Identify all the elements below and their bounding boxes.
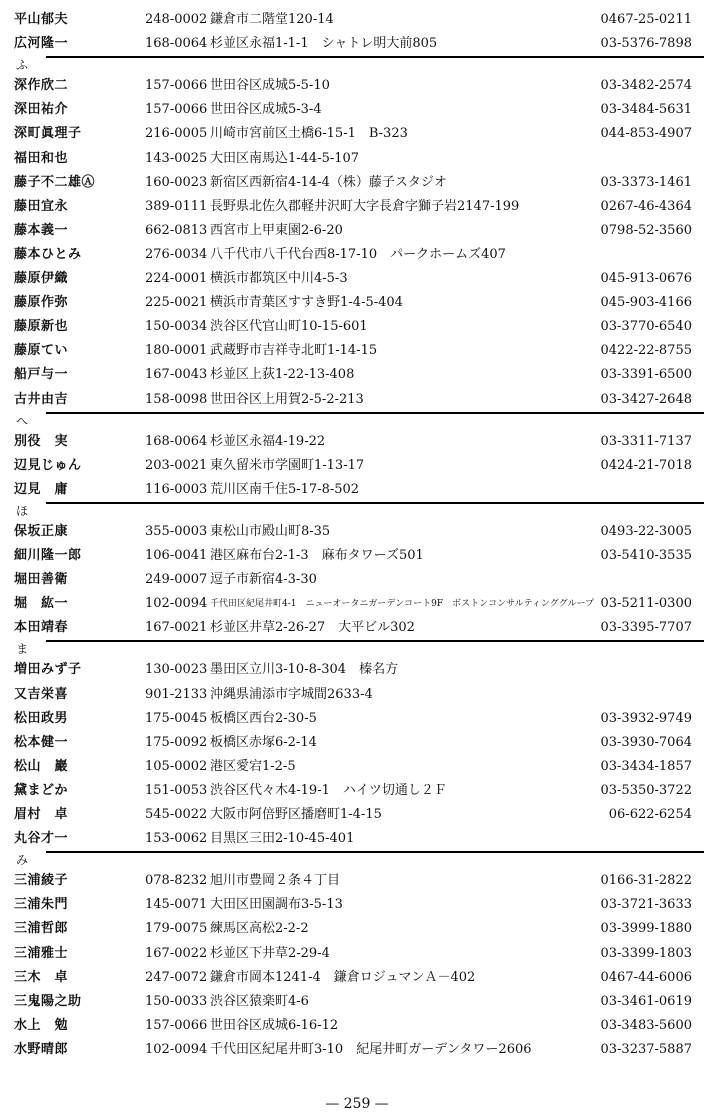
entry-postal-code: 105-0002 [145, 758, 208, 774]
entry-phone: 0267-46-4364 [600, 198, 692, 214]
entry-name: 辺見 庸 [14, 481, 69, 497]
entry-name: 藤本義一 [14, 222, 69, 238]
entry-address: 新宿区西新宿4-14-4（株）藤子スタジオ [210, 174, 447, 190]
directory-entry [0, 267, 714, 291]
entry-postal-code: 224-0001 [145, 271, 208, 286]
directory-entry [0, 755, 714, 779]
directory-entry [0, 803, 714, 827]
entry-name: 藤原てい [14, 343, 69, 359]
entry-phone: 03-3461-0619 [600, 993, 692, 1009]
directory-entry [0, 779, 714, 803]
section-label: へ [16, 413, 29, 428]
entry-name: 別役 実 [14, 433, 69, 449]
entry-name: 藤子不二雄Ⓐ [14, 174, 96, 190]
entry-phone: 045-903-4166 [600, 295, 692, 311]
entry-address: 渋谷区代官山町10-15-601 [210, 319, 368, 335]
entry-phone: 03-3483-5600 [600, 1017, 692, 1033]
entry-postal-code: 158-0098 [145, 391, 208, 407]
entry-name: 細川隆一郎 [14, 548, 82, 563]
entry-name: 黛まどか [14, 782, 69, 798]
directory-entry [0, 544, 714, 568]
entry-address: 鎌倉市岡本1241-4 鎌倉ロジュマンＡ－402 [210, 969, 476, 985]
entry-postal-code: 160-0023 [145, 174, 208, 190]
entry-address: 沖縄県浦添市字城間2633-4 [210, 686, 373, 702]
entry-address: 大田区田園調布3-5-13 [210, 897, 343, 913]
entry-postal-code: 106-0041 [145, 548, 208, 563]
entry-name: 又吉栄喜 [14, 686, 69, 702]
section-header [14, 56, 704, 74]
entry-postal-code: 167-0022 [145, 945, 208, 961]
directory-entry [0, 1038, 714, 1062]
entry-postal-code: 175-0092 [145, 734, 208, 750]
entry-address: 長野県北佐久郡軽井沢町大字長倉字獅子岩2147-199 [210, 198, 520, 214]
directory-entry [0, 291, 714, 315]
entry-name: 古井由吉 [14, 391, 69, 407]
entry-phone: 0166-31-2822 [600, 873, 692, 889]
entry-address: 逗子市新宿4-3-30 [210, 572, 317, 588]
entry-address: 千代田区紀尾井町3-10 紀尾井町ガーデンタワー2606 [210, 1041, 532, 1057]
entry-address: 鎌倉市二階堂120-14 [210, 12, 334, 27]
section-rule [46, 640, 704, 642]
entry-phone: 03-5350-3722 [600, 782, 692, 798]
section-label: ま [16, 642, 29, 657]
directory-entry [0, 893, 714, 917]
directory-entry [0, 478, 714, 502]
entry-address: 世田谷区成城5-3-4 [210, 102, 322, 118]
section-rule [46, 412, 704, 414]
entry-postal-code: 157-0066 [145, 78, 208, 94]
entry-postal-code: 167-0043 [145, 367, 208, 383]
entry-postal-code: 180-0001 [145, 343, 208, 359]
section-rule [46, 851, 704, 853]
entry-postal-code: 203-0021 [145, 457, 208, 473]
directory-entry [0, 315, 714, 339]
entry-phone: 03-3373-1461 [600, 174, 692, 190]
section-header [14, 851, 704, 869]
entry-phone: 03-3484-5631 [600, 102, 692, 118]
directory-entry [0, 966, 714, 990]
directory-entry [0, 520, 714, 544]
directory-entry [0, 388, 714, 412]
entry-name: 三鬼陽之助 [14, 993, 82, 1009]
entry-postal-code: 151-0053 [145, 782, 208, 798]
entry-name: 三浦綾子 [14, 873, 69, 889]
entry-address: 港区愛宕1-2-5 [210, 758, 296, 774]
entry-phone: 03-3482-2574 [600, 78, 692, 94]
section-label: ふ [16, 58, 29, 73]
entry-name: 丸谷才一 [14, 831, 69, 847]
entry-name: 水野晴郎 [14, 1041, 69, 1057]
entry-name: 松山 巖 [14, 758, 69, 774]
entry-name: 三浦朱門 [14, 897, 69, 913]
entry-address: 西宮市上甲東園2-6-20 [210, 222, 343, 238]
entry-phone: 03-3930-7064 [600, 734, 692, 750]
entry-address: 千代田区紀尾井町4-1 ニューオータニガーデンコート9F ボストンコンサルティンググループ [210, 599, 595, 610]
entry-name: 水上 勉 [14, 1017, 69, 1033]
directory-entry [0, 568, 714, 592]
entry-name: 藤原伊織 [14, 271, 69, 286]
entry-phone: 03-5376-7898 [600, 36, 692, 52]
entry-postal-code: 102-0094 [145, 1041, 208, 1057]
entry-name: 増田みず子 [14, 662, 82, 678]
entry-phone: 03-3311-7137 [600, 433, 692, 449]
entry-address: 杉並区井草2-26-27 大平ビル302 [210, 620, 415, 636]
entry-name: 辺見じゅん [14, 457, 82, 473]
entry-name: 三浦雅士 [14, 945, 69, 961]
entry-name: 眉村 卓 [14, 807, 69, 822]
entry-phone: 03-3427-2648 [600, 391, 692, 407]
entry-phone: 0424-21-7018 [600, 457, 692, 473]
entry-phone: 03-3434-1857 [600, 758, 692, 774]
directory-entry [0, 707, 714, 731]
entry-postal-code: 545-0022 [145, 807, 208, 822]
section-rule [46, 56, 704, 58]
entry-phone: 03-3391-6500 [600, 367, 692, 383]
entry-phone: 03-3932-9749 [600, 710, 692, 726]
directory-entry [0, 683, 714, 707]
entry-name: 福田和也 [14, 150, 69, 166]
page-number: — 259 — [325, 1096, 389, 1112]
directory-entry [0, 917, 714, 941]
entry-name: 三浦哲郎 [14, 921, 69, 937]
entry-postal-code: 662-0813 [145, 222, 208, 238]
entry-phone: 0422-22-8755 [600, 343, 692, 359]
entry-postal-code: 078-8232 [145, 873, 208, 889]
entry-postal-code: 355-0003 [145, 523, 208, 539]
entry-postal-code: 153-0062 [145, 831, 208, 847]
entry-phone: 03-3399-1803 [600, 945, 692, 961]
entry-postal-code: 389-0111 [145, 198, 208, 214]
entry-phone: 03-3395-7707 [600, 620, 692, 636]
section-label: ほ [16, 503, 29, 518]
entry-phone: 0467-44-6006 [600, 969, 692, 985]
directory-entry [0, 171, 714, 195]
directory-entry [0, 731, 714, 755]
entry-name: 深田祐介 [14, 102, 69, 118]
entry-postal-code: 175-0045 [145, 710, 208, 726]
section-header [14, 640, 704, 658]
directory-entry [0, 195, 714, 219]
entry-address: 渋谷区猿楽町4-6 [210, 993, 309, 1009]
section-label: み [16, 853, 29, 868]
entry-name: 藤原作弥 [14, 295, 69, 311]
directory-entry [0, 430, 714, 454]
entry-address: 大阪市阿倍野区播磨町1-4-15 [210, 807, 382, 822]
entry-address: 八千代市八千代台西8-17-10 パークホームズ407 [210, 246, 506, 262]
entry-address: 横浜市青葉区すすき野1-4-5-404 [210, 295, 403, 311]
entry-address: 武蔵野市吉祥寺北町1-14-15 [210, 343, 378, 359]
directory-entry [0, 658, 714, 682]
entry-name: 平山郁夫 [14, 12, 69, 27]
directory-entry [0, 990, 714, 1014]
entry-phone: 03-3999-1880 [600, 921, 692, 937]
entry-phone: 044-853-4907 [600, 126, 692, 142]
directory-entry [0, 454, 714, 478]
entry-postal-code: 143-0025 [145, 150, 208, 166]
entry-phone: 045-913-0676 [600, 271, 692, 286]
entry-address: 渋谷区代々木4-19-1 ハイツ切通し２Ｆ [210, 782, 447, 798]
directory-entry [0, 869, 714, 893]
entry-name: 深作欣二 [14, 78, 69, 94]
entry-name: 藤原新也 [14, 319, 69, 335]
entry-postal-code: 157-0066 [145, 1017, 208, 1033]
entry-address: 板橋区赤塚6-2-14 [210, 734, 317, 750]
entry-name: 船戸与一 [14, 367, 69, 383]
entry-phone: 0798-52-3560 [600, 222, 692, 238]
directory-entry [0, 8, 714, 32]
entry-postal-code: 216-0005 [145, 126, 208, 142]
entry-postal-code: 168-0064 [145, 36, 208, 52]
entry-name: 三木 卓 [14, 969, 69, 985]
entry-address: 目黒区三田2-10-45-401 [210, 831, 355, 847]
entry-name: 藤本ひとみ [14, 246, 82, 262]
directory-entry [0, 147, 714, 171]
entry-name: 堀田善衛 [14, 572, 69, 588]
entry-phone: 03-5410-3535 [600, 548, 692, 563]
entry-name: 松田政男 [14, 710, 69, 726]
entry-phone: 0493-22-3005 [600, 523, 692, 539]
entry-address: 東松山市殿山町8-35 [210, 523, 331, 539]
entry-phone: 03-5211-0300 [600, 596, 692, 612]
entry-address: 荒川区南千住5-17-8-502 [210, 481, 360, 497]
entry-postal-code: 901-2133 [145, 686, 208, 702]
entry-postal-code: 150-0034 [145, 319, 208, 335]
entry-address: 板橋区西台2-30-5 [210, 710, 317, 726]
section-rule [46, 502, 704, 504]
entry-postal-code: 167-0021 [145, 620, 208, 636]
entry-address: 川崎市宮前区土橋6-15-1 B-323 [210, 126, 408, 142]
entry-postal-code: 168-0064 [145, 433, 208, 449]
entry-address: 世田谷区成城5-5-10 [210, 78, 330, 94]
entry-postal-code: 130-0023 [145, 662, 208, 678]
entry-address: 練馬区高松2-2-2 [210, 921, 309, 937]
entry-address: 杉並区永福1-1-1 シャトレ明大前805 [210, 36, 438, 52]
entry-address: 杉並区下井草2-29-4 [210, 945, 330, 961]
entry-phone: 06-622-6254 [608, 807, 692, 822]
entry-address: 大田区南馬込1-44-5-107 [210, 150, 360, 166]
entry-address: 杉並区上荻1-22-13-408 [210, 367, 355, 383]
entry-postal-code: 102-0094 [145, 596, 208, 612]
entry-address: 港区麻布台2-1-3 麻布タワーズ501 [210, 548, 424, 563]
entry-address: 横浜市都筑区中川4-5-3 [210, 271, 348, 286]
entry-name: 藤田宜永 [14, 198, 69, 214]
entry-phone: 03-3721-3633 [600, 897, 692, 913]
entry-address: 世田谷区成城6-16-12 [210, 1017, 339, 1033]
entry-postal-code: 179-0075 [145, 921, 208, 937]
entry-address: 墨田区立川3-10-8-304 榛名方 [210, 662, 399, 678]
entry-address: 杉並区永福4-19-22 [210, 433, 326, 449]
entry-phone: 03-3770-6540 [600, 319, 692, 335]
directory-entry [0, 363, 714, 387]
entry-address: 世田谷区上用賀2-5-2-213 [210, 391, 364, 407]
directory-entry [0, 32, 714, 56]
entry-postal-code: 150-0033 [145, 993, 208, 1009]
entry-name: 深町眞理子 [14, 126, 82, 142]
directory-entry [0, 1014, 714, 1038]
entry-postal-code: 225-0021 [145, 295, 208, 311]
entry-postal-code: 116-0003 [145, 481, 208, 497]
entry-name: 松本健一 [14, 734, 69, 750]
entry-name: 本田靖春 [14, 620, 69, 636]
entry-name: 堀 紘一 [14, 596, 69, 612]
entry-postal-code: 157-0066 [145, 102, 208, 118]
directory-entry [0, 592, 714, 616]
entry-postal-code: 247-0072 [145, 969, 208, 985]
entry-postal-code: 248-0002 [145, 12, 208, 27]
directory-entry [0, 74, 714, 98]
entry-name: 保坂正康 [14, 523, 69, 539]
directory-entry [0, 219, 714, 243]
entry-address: 東久留米市学園町1-13-17 [210, 457, 365, 473]
directory-entry [0, 942, 714, 966]
directory-entry [0, 122, 714, 146]
directory-entry [0, 98, 714, 122]
section-header [14, 502, 704, 520]
directory-entry [0, 243, 714, 267]
section-header [14, 412, 704, 430]
directory-entry [0, 339, 714, 363]
entry-postal-code: 145-0071 [145, 897, 208, 913]
entry-phone: 03-3237-5887 [600, 1041, 692, 1057]
directory-entry [0, 616, 714, 640]
entry-address: 旭川市豊岡２条４丁目 [210, 873, 341, 889]
entry-postal-code: 276-0034 [145, 246, 208, 262]
entry-postal-code: 249-0007 [145, 572, 208, 588]
entry-name: 広河隆一 [14, 36, 69, 52]
entry-phone: 0467-25-0211 [600, 12, 692, 27]
directory-entry [0, 827, 714, 851]
